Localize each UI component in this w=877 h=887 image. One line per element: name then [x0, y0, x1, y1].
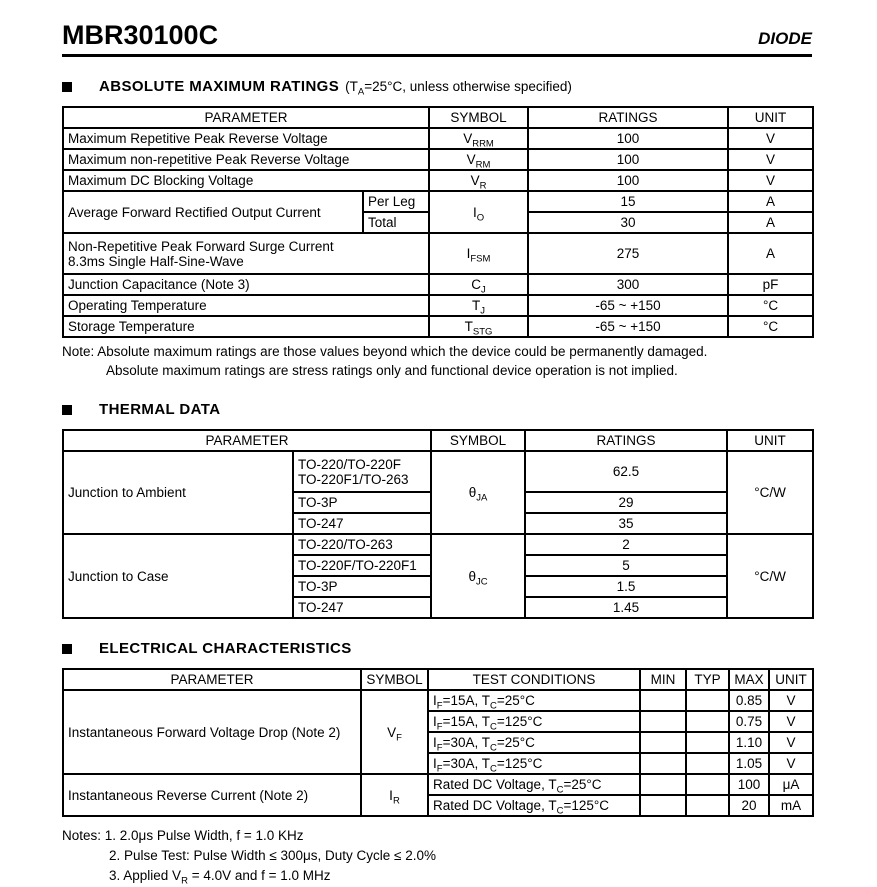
symbol-cell: $V_{RM}$ — [429, 149, 528, 170]
min-cell — [640, 711, 686, 732]
symbol-cell: $I_R$ — [361, 774, 428, 816]
rating-cell: 2 — [525, 534, 727, 555]
symbol-cell: $I_O$ — [429, 191, 528, 233]
unit-cell: mA — [769, 795, 813, 816]
table-header-row — [63, 669, 813, 690]
section-subtitle: ($T_A=25^\circ C$, unless otherwise specified) — [345, 79, 572, 98]
min-cell — [640, 795, 686, 816]
absolute-maximum-ratings-note — [62, 342, 812, 380]
typ-cell — [686, 732, 729, 753]
electrical-characteristics-notes — [62, 826, 812, 886]
column-header-symbol: SYMBOL — [431, 430, 525, 451]
table-row — [63, 774, 813, 795]
table-row — [63, 274, 813, 295]
table-row — [63, 451, 813, 492]
max-cell: 1.10 — [729, 732, 769, 753]
min-cell — [640, 774, 686, 795]
square-bullet-icon — [62, 82, 72, 92]
note-line-2: Absolute maximum ratings are stress ratings only and functional device operation is not implied. — [106, 363, 678, 378]
parameter-cell: Storage Temperature — [63, 316, 429, 337]
column-header-parameter: PARAMETER — [63, 430, 431, 451]
symbol-cell: $T_J$ — [429, 295, 528, 316]
rating-cell: 275 — [528, 233, 728, 274]
square-bullet-icon — [62, 405, 72, 415]
unit-cell: °C/W — [727, 451, 813, 534]
column-header-unit: UNIT — [769, 669, 813, 690]
page-header — [62, 22, 812, 57]
test-condition-cell: $I_F=30A$, $T_C=125^\circ C$ — [428, 753, 640, 774]
max-cell: 0.85 — [729, 690, 769, 711]
unit-cell: A — [728, 191, 813, 212]
column-header-unit: UNIT — [727, 430, 813, 451]
note-line-1: Notes: 1. 2.0μs Pulse Width, f = 1.0 KHz — [62, 828, 304, 843]
typ-cell — [686, 774, 729, 795]
package-cell: TO-247 — [293, 597, 431, 618]
package-cell: TO-247 — [293, 513, 431, 534]
rating-cell: -65 ~ +150 — [528, 295, 728, 316]
rating-cell: 300 — [528, 274, 728, 295]
section-title: ABSOLUTE MAXIMUM RATINGS — [99, 78, 340, 95]
rating-cell: -65 ~ +150 — [528, 316, 728, 337]
column-header-ratings: RATINGS — [525, 430, 727, 451]
symbol-cell: $V_R$ — [429, 170, 528, 191]
symbol-cell: $\theta_{JC}$ — [431, 534, 525, 618]
rating-cell: 30 — [528, 212, 728, 233]
typ-cell — [686, 753, 729, 774]
test-condition-cell: $I_F=15A$, $T_C=25^\circ C$ — [428, 690, 640, 711]
parameter-cell: Instantaneous Reverse Current (Note 2) — [63, 774, 361, 816]
table-row — [63, 316, 813, 337]
parameter-cell: Junction to Ambient — [63, 451, 293, 534]
thermal-data-table — [62, 429, 814, 619]
rating-cell: 1.5 — [525, 576, 727, 597]
column-header-symbol: SYMBOL — [429, 107, 528, 128]
unit-cell: A — [728, 212, 813, 233]
unit-cell: V — [769, 711, 813, 732]
column-header-typ: TYP — [686, 669, 729, 690]
min-cell — [640, 690, 686, 711]
package-line-2: TO-220F1/TO-263 — [298, 471, 409, 487]
table-header-row — [63, 107, 813, 128]
table-row — [63, 128, 813, 149]
rating-cell: 1.45 — [525, 597, 727, 618]
package-cell: TO-220/TO-263 — [293, 534, 431, 555]
package-line-1: TO-220/TO-220F — [298, 456, 402, 472]
unit-cell: V — [769, 753, 813, 774]
section-title: ELECTRICAL CHARACTERISTICS — [99, 640, 352, 657]
unit-cell: V — [728, 170, 813, 191]
parameter-line-1: Non-Repetitive Peak Forward Surge Current — [68, 238, 334, 254]
unit-cell: °C/W — [727, 534, 813, 618]
unit-cell: V — [769, 732, 813, 753]
parameter-cell: Maximum non-repetitive Peak Reverse Voltage — [63, 149, 429, 170]
unit-cell: V — [728, 149, 813, 170]
parameter-cell: Maximum DC Blocking Voltage — [63, 170, 429, 191]
column-header-unit: UNIT — [728, 107, 813, 128]
page-content — [62, 0, 812, 886]
parameter-line-2: 8.3ms Single Half-Sine-Wave — [68, 253, 244, 269]
rating-cell: 100 — [528, 149, 728, 170]
table-row — [63, 149, 813, 170]
test-condition-cell: Rated DC Voltage, $T_C=125^\circ C$ — [428, 795, 640, 816]
table-row — [63, 295, 813, 316]
parameter-cell: Instantaneous Forward Voltage Drop (Note 2) — [63, 690, 361, 774]
sub-parameter-cell: Per Leg — [363, 191, 429, 212]
absolute-maximum-ratings-table — [62, 106, 814, 338]
min-cell — [640, 732, 686, 753]
table-row — [63, 690, 813, 711]
max-cell: 100 — [729, 774, 769, 795]
note-line-3: 3. Applied $V_R = 4.0V$ and f = 1.0 MHz — [109, 868, 331, 887]
device-category-label: DIODE — [758, 29, 812, 48]
column-header-parameter: PARAMETER — [63, 669, 361, 690]
rating-cell: 15 — [528, 191, 728, 212]
rating-cell: 35 — [525, 513, 727, 534]
unit-cell: V — [728, 128, 813, 149]
section-heading-absolute-maximum-ratings — [62, 78, 812, 98]
max-cell: 0.75 — [729, 711, 769, 732]
package-cell: TO-220F/TO-220F1 — [293, 555, 431, 576]
note-line-2: 2. Pulse Test: Pulse Width ≤ 300μs, Duty Cycle ≤ 2.0% — [109, 848, 436, 863]
test-condition-cell: $I_F=30A$, $T_C=25^\circ C$ — [428, 732, 640, 753]
sub-parameter-cell: Total — [363, 212, 429, 233]
unit-cell: μA — [769, 774, 813, 795]
parameter-cell: Junction Capacitance (Note 3) — [63, 274, 429, 295]
parameter-cell: Maximum Repetitive Peak Reverse Voltage — [63, 128, 429, 149]
symbol-cell: $T_{STG}$ — [429, 316, 528, 337]
parameter-cell: Junction to Case — [63, 534, 293, 618]
unit-cell: pF — [728, 274, 813, 295]
electrical-characteristics-table — [62, 668, 814, 817]
table-row — [63, 191, 813, 212]
unit-cell: V — [769, 690, 813, 711]
typ-cell — [686, 690, 729, 711]
package-cell: TO-3P — [293, 492, 431, 513]
rating-cell: 5 — [525, 555, 727, 576]
table-header-row — [63, 430, 813, 451]
rating-cell: 100 — [528, 170, 728, 191]
test-condition-cell: Rated DC Voltage, $T_C=25^\circ C$ — [428, 774, 640, 795]
section-title: THERMAL DATA — [99, 401, 221, 418]
column-header-parameter: PARAMETER — [63, 107, 429, 128]
column-header-ratings: RATINGS — [528, 107, 728, 128]
rating-cell: 100 — [528, 128, 728, 149]
unit-cell: °C — [728, 295, 813, 316]
package-cell — [293, 451, 431, 492]
package-cell: TO-3P — [293, 576, 431, 597]
test-condition-cell: $I_F=15A$, $T_C=125^\circ C$ — [428, 711, 640, 732]
note-line-1: Note: Absolute maximum ratings are those values beyond which the device could be permanently damaged. — [62, 344, 708, 359]
parameter-cell: Operating Temperature — [63, 295, 429, 316]
section-heading-thermal-data — [62, 401, 812, 418]
typ-cell — [686, 711, 729, 732]
column-header-test-conditions: TEST CONDITIONS — [428, 669, 640, 690]
max-cell: 1.05 — [729, 753, 769, 774]
table-row — [63, 534, 813, 555]
typ-cell — [686, 795, 729, 816]
symbol-cell: $I_{FSM}$ — [429, 233, 528, 274]
max-cell: 20 — [729, 795, 769, 816]
table-row — [63, 170, 813, 191]
unit-cell: A — [728, 233, 813, 274]
column-header-min: MIN — [640, 669, 686, 690]
min-cell — [640, 753, 686, 774]
symbol-cell: $C_J$ — [429, 274, 528, 295]
symbol-cell: $\theta_{JA}$ — [431, 451, 525, 534]
symbol-cell: $V_{RRM}$ — [429, 128, 528, 149]
part-number-title: MBR30100C — [62, 20, 219, 50]
table-row — [63, 233, 813, 274]
unit-cell: °C — [728, 316, 813, 337]
column-header-symbol: SYMBOL — [361, 669, 428, 690]
symbol-cell: $V_F$ — [361, 690, 428, 774]
parameter-cell — [63, 233, 429, 274]
column-header-max: MAX — [729, 669, 769, 690]
square-bullet-icon — [62, 644, 72, 654]
parameter-cell: Average Forward Rectified Output Current — [63, 191, 363, 233]
section-heading-electrical-characteristics — [62, 640, 812, 657]
rating-cell: 62.5 — [525, 451, 727, 492]
rating-cell: 29 — [525, 492, 727, 513]
